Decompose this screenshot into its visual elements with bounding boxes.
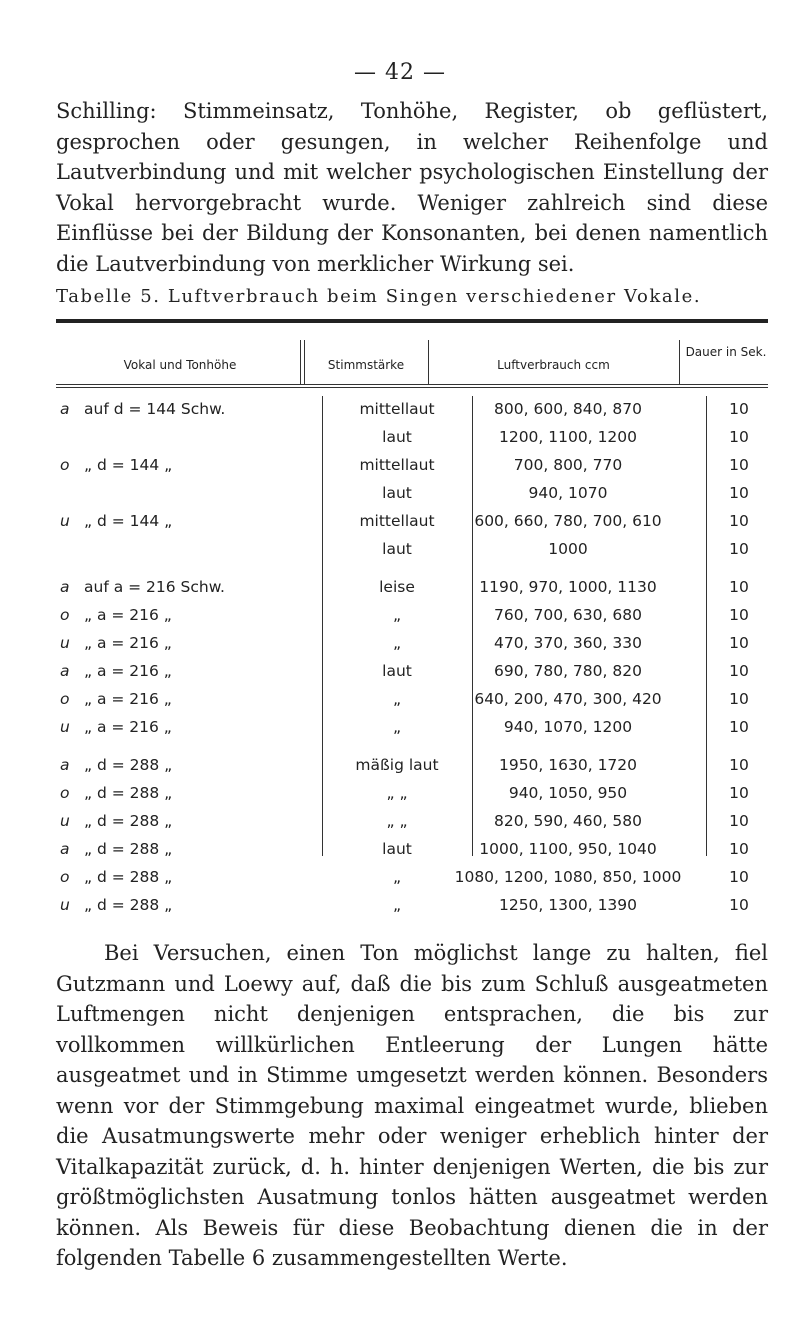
cell-tonhoehe: auf a = 216 Schw. — [84, 578, 225, 596]
cell-luftverbrauch: 1000 — [548, 540, 588, 558]
cell-dauer: 10 — [729, 756, 749, 774]
cell-vokal-tonhoehe — [60, 896, 320, 914]
header-staerke: Stimmstärke — [327, 358, 405, 372]
cell-stimmstaerke: mittellaut — [359, 456, 435, 474]
cell-stimmstaerke: mäßig laut — [355, 756, 439, 774]
cell-stimmstaerke: leise — [379, 578, 415, 596]
cell-luftverbrauch: 1200, 1100, 1200 — [498, 428, 638, 446]
cell-stimmstaerke: „ — [392, 896, 402, 914]
cell-luftverbrauch: 690, 780, 780, 820 — [494, 662, 642, 680]
cell-stimmstaerke: mittellaut — [359, 512, 435, 530]
cell-vokal: o — [60, 868, 70, 886]
cell-luftverbrauch: 470, 370, 360, 330 — [494, 634, 642, 652]
cell-luftverbrauch: 1000, 1100, 950, 1040 — [479, 840, 657, 858]
cell-dauer: 10 — [729, 868, 749, 886]
cell-vokal-tonhoehe — [60, 690, 320, 708]
cell-vokal: o — [60, 690, 70, 708]
cell-vokal: o — [60, 456, 70, 474]
cell-vokal-tonhoehe — [60, 718, 320, 736]
cell-tonhoehe: „ a = 216 „ — [84, 690, 172, 708]
cell-tonhoehe: „ d = 288 „ — [84, 784, 173, 802]
cell-vokal: a — [60, 840, 70, 858]
cell-dauer: 10 — [729, 578, 749, 596]
cell-vokal-tonhoehe — [60, 868, 320, 886]
cell-tonhoehe: „ d = 288 „ — [84, 812, 173, 830]
header-luft: Luftverbrauch ccm — [497, 358, 610, 372]
cell-vokal-tonhoehe — [60, 606, 320, 624]
cell-tonhoehe: „ d = 144 „ — [84, 512, 173, 530]
cell-dauer: 10 — [729, 662, 749, 680]
body-paragraph — [56, 938, 768, 1274]
intro-paragraph-text: Schilling: Stimmeinsatz, Tonhöhe, Register, ob geflüstert, gesprochen oder gesungen, in welcher Reihenfolge und Lautverbindung und mit welcher psychologischen Einstellung der Vokal hervorgebracht wurde. Weniger zahlreich sind diese Einflüsse bei der Bildung der Konsonanten, bei denen namentlich die Lautverbindung von merklicher Wirkung sei. — [56, 99, 768, 276]
intro-paragraph — [56, 96, 768, 279]
cell-vokal: u — [60, 512, 70, 530]
cell-luftverbrauch: 760, 700, 630, 680 — [494, 606, 642, 624]
cell-dauer: 10 — [729, 812, 749, 830]
page-number: — 42 — — [354, 60, 446, 85]
cell-dauer: 10 — [729, 784, 749, 802]
cell-vokal-tonhoehe — [60, 812, 320, 830]
cell-vokal-tonhoehe — [60, 784, 320, 802]
cell-luftverbrauch: 1080, 1200, 1080, 850, 1000 — [454, 868, 682, 886]
header-rule-double — [56, 387, 768, 388]
cell-vokal-tonhoehe — [60, 756, 320, 774]
header-dauer: Dauer in Sek. — [685, 345, 767, 359]
cell-luftverbrauch: 940, 1070 — [528, 484, 608, 502]
body-paragraph-text: Bei Versuchen, einen Ton möglichst lange zu halten, fiel Gutzmann und Loewy auf, daß die bis zum Schluß ausgeatmeten Luftmengen nicht denjenigen entsprachen, die bis zur vollkommen willkürlichen Entleerung der Lungen hätte ausgeatmet und in Stimme umgesetzt werden können. Besonders wenn vor der Stimmgebung maximal eingeatmet wurde, blieben die Ausatmungswerte mehr oder weniger erheblich hinter der Vitalkapazität zurück, d. h. hinter denjenigen Werten, die bis zur größtmöglichsten Ausatmung tonlos hätten ausgeatmet werden können. Als Beweis für diese Beobachtung dienen die in der folgenden Tabelle 6 zusammengestellten Werte. — [56, 941, 768, 1270]
cell-vokal-tonhoehe — [60, 662, 320, 680]
header-vokal: Vokal und Tonhöhe — [123, 358, 237, 372]
cell-tonhoehe: „ a = 216 „ — [84, 662, 172, 680]
cell-vokal-tonhoehe — [60, 512, 320, 530]
cell-luftverbrauch: 640, 200, 470, 300, 420 — [474, 690, 662, 708]
table-caption: Tabelle 5. Luftverbrauch beim Singen verschiedener Vokale. — [56, 286, 702, 307]
cell-stimmstaerke: „ — [392, 634, 402, 652]
cell-dauer: 10 — [729, 840, 749, 858]
cell-stimmstaerke: laut — [382, 484, 412, 502]
cell-luftverbrauch: 600, 660, 780, 700, 610 — [474, 512, 662, 530]
cell-stimmstaerke: laut — [382, 428, 412, 446]
cell-dauer: 10 — [729, 896, 749, 914]
cell-stimmstaerke: mittellaut — [359, 400, 435, 418]
cell-dauer: 10 — [729, 428, 749, 446]
cell-vokal-tonhoehe — [60, 840, 320, 858]
cell-dauer: 10 — [729, 512, 749, 530]
cell-dauer: 10 — [729, 634, 749, 652]
cell-vokal: a — [60, 578, 70, 596]
cell-vokal-tonhoehe — [60, 484, 320, 502]
header-divider — [300, 340, 301, 384]
cell-luftverbrauch: 940, 1070, 1200 — [503, 718, 633, 736]
cell-vokal-tonhoehe — [60, 634, 320, 652]
cell-vokal-tonhoehe — [60, 578, 320, 596]
cell-luftverbrauch: 700, 800, 770 — [513, 456, 623, 474]
cell-luftverbrauch: 1190, 970, 1000, 1130 — [479, 578, 657, 596]
cell-dauer: 10 — [729, 718, 749, 736]
cell-dauer: 10 — [729, 690, 749, 708]
cell-stimmstaerke: laut — [382, 662, 412, 680]
cell-vokal: u — [60, 896, 70, 914]
header-divider — [679, 340, 680, 384]
cell-tonhoehe: „ d = 288 „ — [84, 840, 173, 858]
cell-dauer: 10 — [729, 456, 749, 474]
cell-vokal: u — [60, 634, 70, 652]
cell-stimmstaerke: „ — [392, 868, 402, 886]
cell-vokal: a — [60, 756, 70, 774]
cell-vokal-tonhoehe — [60, 428, 320, 446]
cell-luftverbrauch: 820, 590, 460, 580 — [494, 812, 642, 830]
cell-tonhoehe: „ d = 288 „ — [84, 868, 173, 886]
cell-stimmstaerke: laut — [382, 840, 412, 858]
cell-vokal: o — [60, 784, 70, 802]
cell-tonhoehe: „ d = 144 „ — [84, 456, 173, 474]
cell-stimmstaerke: „ „ — [386, 784, 408, 802]
cell-vokal: a — [60, 662, 70, 680]
cell-tonhoehe: „ d = 288 „ — [84, 756, 173, 774]
cell-stimmstaerke: „ „ — [386, 812, 408, 830]
cell-stimmstaerke: laut — [382, 540, 412, 558]
cell-luftverbrauch: 940, 1050, 950 — [508, 784, 628, 802]
cell-vokal: u — [60, 718, 70, 736]
cell-vokal-tonhoehe — [60, 540, 320, 558]
cell-vokal: a — [60, 400, 70, 418]
cell-tonhoehe: „ a = 216 „ — [84, 718, 172, 736]
cell-stimmstaerke: „ — [392, 690, 402, 708]
cell-tonhoehe: „ d = 288 „ — [84, 896, 173, 914]
cell-tonhoehe: auf d = 144 Schw. — [84, 400, 226, 418]
cell-luftverbrauch: 800, 600, 840, 870 — [494, 400, 642, 418]
cell-tonhoehe: „ a = 216 „ — [84, 606, 172, 624]
cell-stimmstaerke: „ — [392, 606, 402, 624]
cell-dauer: 10 — [729, 606, 749, 624]
cell-luftverbrauch: 1250, 1300, 1390 — [498, 896, 638, 914]
cell-dauer: 10 — [729, 484, 749, 502]
cell-tonhoehe: „ a = 216 „ — [84, 634, 172, 652]
cell-vokal: o — [60, 606, 70, 624]
cell-dauer: 10 — [729, 400, 749, 418]
cell-vokal: u — [60, 812, 70, 830]
cell-luftverbrauch: 1950, 1630, 1720 — [498, 756, 638, 774]
cell-vokal-tonhoehe — [60, 456, 320, 474]
header-rule — [56, 384, 768, 385]
cell-vokal-tonhoehe — [60, 400, 320, 418]
cell-stimmstaerke: „ — [392, 718, 402, 736]
table-top-rule — [56, 319, 768, 323]
cell-dauer: 10 — [729, 540, 749, 558]
